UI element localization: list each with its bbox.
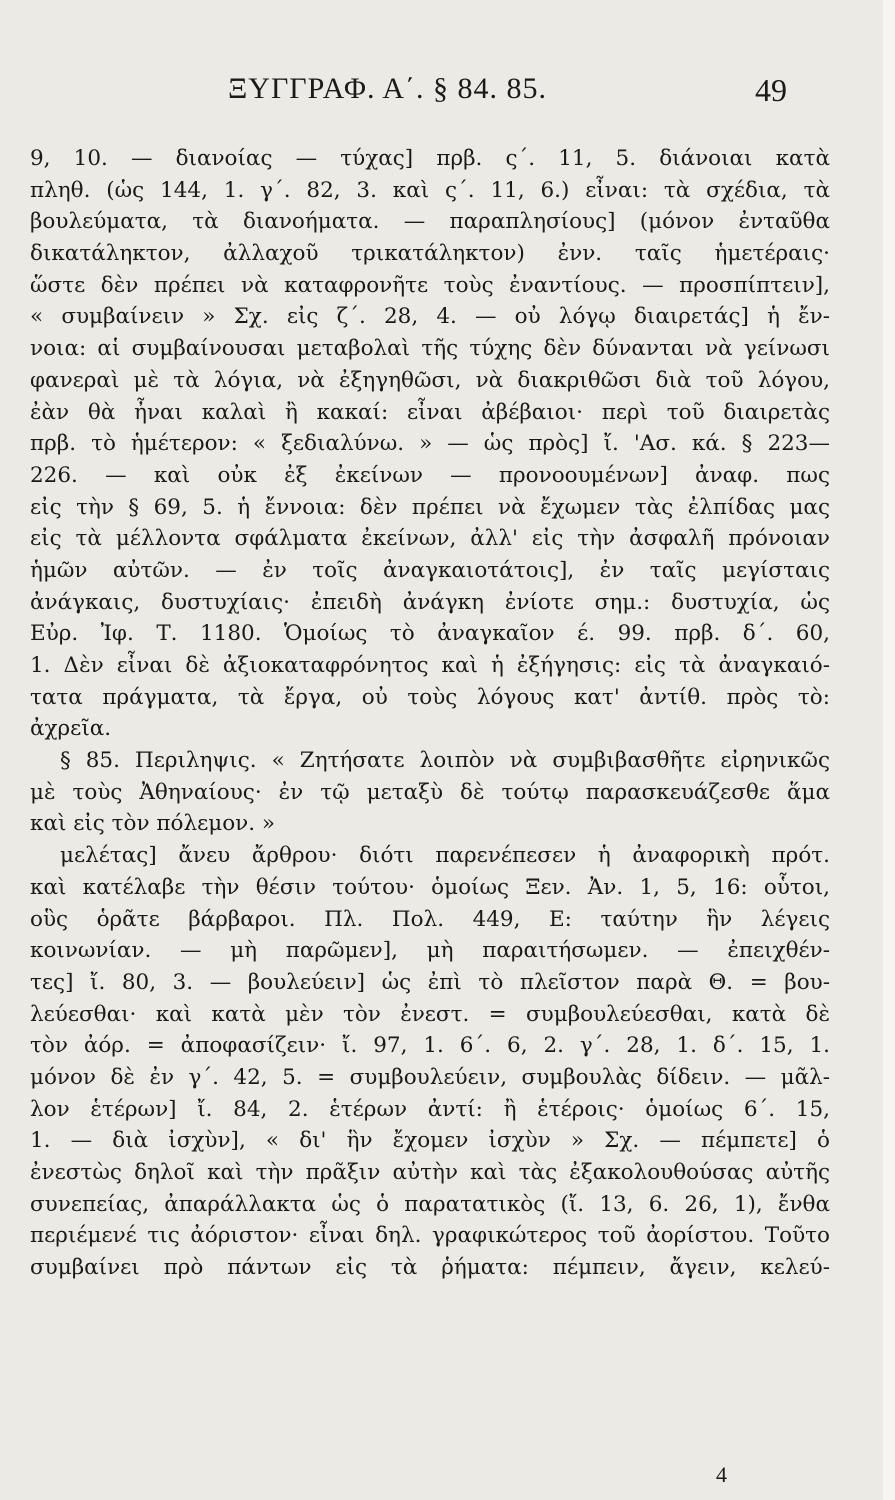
text-line: πρβ. τὸ ἡμέτερον: « ξεδιαλύνω. » — ὡς πρὸς] ἴ. 'Ασ. κά. § 223— <box>30 431 830 457</box>
page-edge <box>883 0 895 1500</box>
text-line: λεύεσθαι· καὶ κατὰ μὲν τὸν ἐνεστ. = συμβουλεύεσθαι, κατὰ δὲ <box>30 1001 830 1027</box>
text-line: 1. Δὲν εἶναι δὲ ἀξιοκαταφρόνητος καὶ ἡ ἐξήγησις: εἰς τὰ ἀναγκαιό- <box>30 653 830 678</box>
text-line: ὥστε δὲν πρέπει νὰ καταφρονῆτε τοὺς ἐναντίους. — προσπίπτειν], <box>30 272 830 298</box>
page-header <box>0 72 895 122</box>
text-line: καὶ εἰς τὸν πόλεμον. » <box>30 811 276 837</box>
text-line: τὸν ἀόρ. = ἀποφασίζειν· ἴ. 97, 1. 6΄. 6, 2. γ΄. 28, 1. δ΄. 15, 1. <box>30 1033 830 1059</box>
text-line: τατα πράγματα, τὰ ἔργα, οὐ τοὺς λόγους κατ' ἀντίθ. πρὸς τὸ: <box>30 684 830 710</box>
text-line: συνεπείας, ἀπαράλλακτα ὡς ὁ παρατατικὸς (ἴ. 13, 6. 26, 1), ἔνθα <box>30 1191 830 1217</box>
text-line: περιέμενέ τις ἀόριστον· εἶναι δηλ. γραφικώτερος τοῦ ἀορίστου. Τοῦτο <box>30 1223 830 1249</box>
text-line: μὲ τοὺς Ἀθηναίους· ἐν τῷ μεταξὺ δὲ τούτῳ παρασκευάζεσθε ἅμα <box>30 779 830 805</box>
text-line: 1. — διὰ ἰσχὺν], « δι' ἣν ἔχομεν ἰσχὺν » Σχ. — πέμπετε] ὁ <box>30 1128 830 1154</box>
text-line: κοινωνίαν. — μὴ παρῶμεν], μὴ παραιτήσωμεν. — ἐπειχθέν- <box>30 938 830 964</box>
text-line: μόνον δὲ ἐν γ΄. 42, 5. = συμβουλεύειν, συμβουλὰς δίδειν. — μᾶλ- <box>30 1064 830 1090</box>
text-line: εἰς τὰ μέλλοντα σφάλματα ἐκείνων, ἀλλ' εἰς τὴν ἀσφαλῆ πρόνοιαν <box>30 526 830 552</box>
text-line: λον ἑτέρων] ἴ. 84, 2. ἑτέρων ἀντί: ἢ ἑτέροις· ὁμοίως 6΄. 15, <box>30 1096 830 1122</box>
text-line: 9, 10. — διανοίας — τύχας] πρβ. ς΄. 11, 5. διάνοιαι κατὰ <box>30 146 830 171</box>
text-line: ἐὰν θὰ ἦναι καλαὶ ἢ κακαί: εἶναι ἀβέβαιοι· περὶ τοῦ διαιρετὰς <box>30 399 830 425</box>
text-line: βουλεύματα, τὰ διανοήματα. — παραπλησίους] (μόνον ἐνταῦθα <box>30 209 830 235</box>
text-line: ἀχρεῖα. <box>30 716 112 742</box>
text-line: ἐνεστὼς δηλοῖ καὶ τὴν πρᾶξιν αὐτὴν καὶ τὰς ἐξακολουθούσας αὐτῆς <box>30 1160 830 1185</box>
text-line: μελέτας] ἄνευ ἄρθρου· διότι παρενέπεσεν ἡ ἀναφορικὴ πρότ. <box>60 843 830 869</box>
signature-mark: 4 <box>716 1462 727 1487</box>
text-line: καὶ κατέλαβε τὴν θέσιν τούτου· ὁμοίως Ξεν. Ἀν. 1, 5, 16: οὗτοι, <box>30 874 830 900</box>
text-line: ἀνάγκαις, δυστυχίαις· ἐπειδὴ ἀνάγκη ἐνίοτε σημ.: δυστυχία, ὡς <box>30 589 830 615</box>
commentary-text <box>30 143 830 1284</box>
text-line: Εὐρ. Ἰφ. Τ. 1180. Ὁμοίως τὸ ἀναγκαῖον έ. 99. πρβ. δ΄. 60, <box>30 621 830 647</box>
text-line: τες] ἴ. 80, 3. — βουλεύειν] ὡς ἐπὶ τὸ πλεῖστον παρὰ Θ. = βου- <box>30 969 830 995</box>
text-line: δικατάληκτον, ἀλλαχοῦ τρικατάληκτον) ἐνν. ταῖς ἡμετέραις· <box>30 241 830 267</box>
text-line: πληθ. (ὡς 144, 1. γ΄. 82, 3. καὶ ς΄. 11, 6.) εἶναι: τὰ σχέδια, τὰ <box>30 177 830 203</box>
text-line: « συμβαίνειν » Σχ. εἰς ζ΄. 28, 4. — οὐ λόγῳ διαιρετάς] ἡ ἔν- <box>30 304 830 330</box>
text-line: φανεραὶ μὲ τὰ λόγια, νὰ ἐξηγηθῶσι, νὰ διακριθῶσι διὰ τοῦ λόγου, <box>30 367 830 393</box>
text-line: ἡμῶν αὐτῶν. — ἐν τοῖς ἀναγκαιοτάτοις], ἐν ταῖς μεγίσταις <box>30 557 830 583</box>
text-line: 226. — καὶ οὐκ ἐξ ἐκείνων — προνοουμένων] ἀναφ. πως <box>30 462 830 488</box>
text-line: οὓς ὁρᾶτε βάρβαροι. Πλ. Πολ. 449, Ε: ταύτην ἣν λέγεις <box>30 906 830 932</box>
text-line: νοια: αἱ συμβαίνουσαι μεταβολαὶ τῆς τύχης δὲν δύνανται νὰ γείνωσι <box>30 336 830 362</box>
page-number: 49 <box>755 72 787 108</box>
section-heading-line: § 85. Περιληψις. « Ζητήσατε λοιπὸν νὰ συμβιβασθῆτε εἰρηνικῶς <box>60 748 830 774</box>
running-head: ΞΥΓΓΡΑΦ. Α΄. § 84. 85. <box>228 72 547 105</box>
text-line: εἰς τὴν § 69, 5. ἡ ἔννοια: δὲν πρέπει νὰ ἔχωμεν τὰς ἐλπίδας μας <box>30 494 830 520</box>
text-line: συμβαίνει πρὸ πάντων εἰς τὰ ῥήματα: πέμπειν, ἄγειν, κελεύ- <box>30 1255 830 1281</box>
